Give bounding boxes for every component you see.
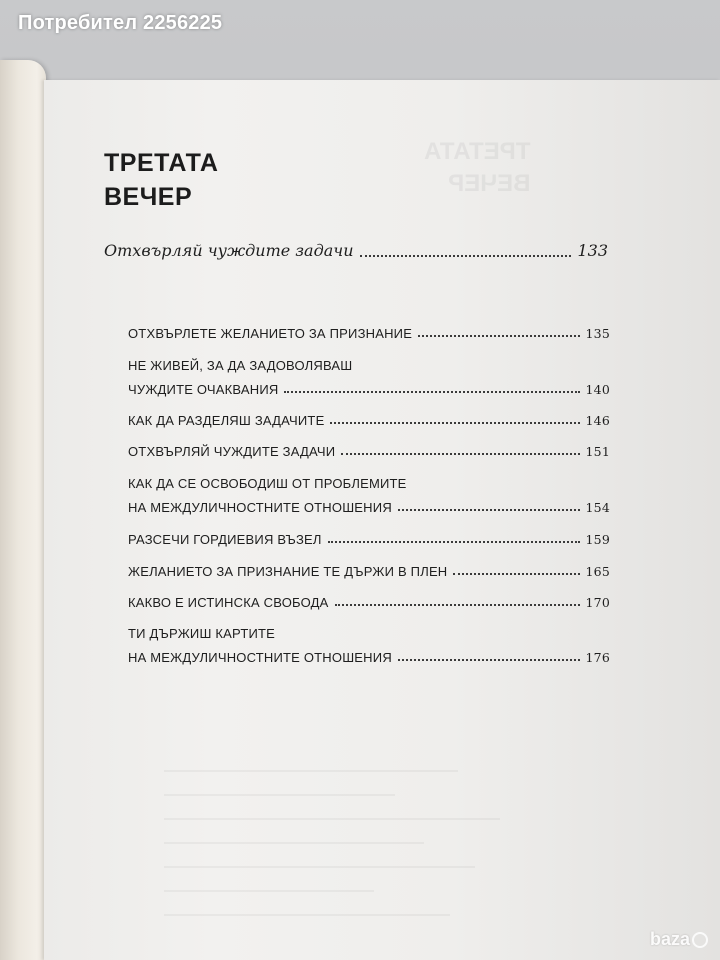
- user-watermark: Потребител 2256225: [18, 12, 223, 34]
- toc-entry-title: ОТХВЪРЛЕТЕ ЖЕЛАНИЕТО ЗА ПРИЗНАНИЕ: [128, 326, 413, 341]
- toc-entry-title-line1: ТИ ДЪРЖИШ КАРТИТЕ: [128, 626, 276, 641]
- toc-entry: [128, 532, 610, 547]
- previous-page-edge: [0, 60, 46, 960]
- bazar-logo-text: baza: [649, 929, 690, 949]
- dot-leader: [341, 452, 579, 455]
- section-title-line1: ТРЕТАТА: [104, 149, 219, 177]
- toc-entry-page: 165: [585, 564, 610, 579]
- toc-entry-title: РАЗСЕЧИ ГОРДИЕВИЯ ВЪЗЕЛ: [128, 532, 322, 547]
- toc-entry-page: 140: [585, 382, 610, 397]
- section-title-line2: ВЕЧЕР: [104, 183, 193, 211]
- toc-entry: [128, 500, 610, 515]
- dot-leader: [328, 540, 580, 543]
- dot-leader: [418, 334, 579, 337]
- toc-entry-page: 170: [585, 595, 610, 610]
- toc-entry-page: 151: [585, 444, 610, 459]
- toc-entry-title: НА МЕЖДУЛИЧНОСТНИТЕ ОТНОШЕНИЯ: [128, 500, 392, 515]
- dot-leader: [284, 390, 579, 393]
- dot-leader: [453, 572, 579, 575]
- toc-entry: [128, 595, 610, 610]
- toc-entry: [128, 650, 610, 665]
- toc-main-entry: [104, 240, 608, 262]
- toc-entry-title: ОТХВЪРЛЯЙ ЧУЖДИТЕ ЗАДАЧИ: [128, 444, 336, 459]
- toc-main-entry-title: Отхвърляй чуждите задачи: [104, 241, 354, 260]
- toc-entry-title: ЧУЖДИТЕ ОЧАКВАНИЯ: [128, 382, 279, 397]
- toc-entry-title-line1: НЕ ЖИВЕЙ, ЗА ДА ЗАДОВОЛЯВАШ: [128, 358, 353, 373]
- toc-entry-title: КАК ДА РАЗДЕЛЯШ ЗАДАЧИТЕ: [128, 413, 325, 428]
- dot-leader: [398, 658, 580, 661]
- toc-entry-title: ЖЕЛАНИЕТО ЗА ПРИЗНАНИЕ ТЕ ДЪРЖИ В ПЛЕН: [128, 564, 448, 579]
- toc-entry-page: 146: [585, 413, 610, 428]
- toc-entry-title: НА МЕЖДУЛИЧНОСТНИТЕ ОТНОШЕНИЯ: [128, 650, 392, 665]
- dot-leader: [335, 603, 580, 606]
- toc-entry: [128, 326, 610, 341]
- show-through-text: ТРЕТАТА ВЕЧЕР: [424, 138, 531, 197]
- toc-entry: [128, 382, 610, 397]
- dot-leader: [360, 254, 572, 257]
- toc-entry-page: 159: [585, 532, 610, 547]
- bazar-logo: [650, 929, 708, 950]
- toc-entry-page: 154: [585, 500, 610, 515]
- show-through-lines: [164, 770, 584, 938]
- section-title: [104, 146, 218, 214]
- bazar-smile-icon: [692, 932, 708, 948]
- dot-leader: [398, 508, 580, 511]
- toc-entry: [128, 564, 610, 579]
- toc-entry-title-line1: КАК ДА СЕ ОСВОБОДИШ ОТ ПРОБЛЕМИТЕ: [128, 476, 407, 491]
- toc-entry-page: 176: [585, 650, 610, 665]
- toc-entry: [128, 413, 610, 428]
- toc-entry-title: КАКВО Е ИСТИНСКА СВОБОДА: [128, 595, 329, 610]
- dot-leader: [330, 421, 579, 424]
- toc-entry: [128, 444, 610, 459]
- toc-main-entry-page: 133: [577, 241, 608, 260]
- toc-entry-page: 135: [585, 326, 610, 341]
